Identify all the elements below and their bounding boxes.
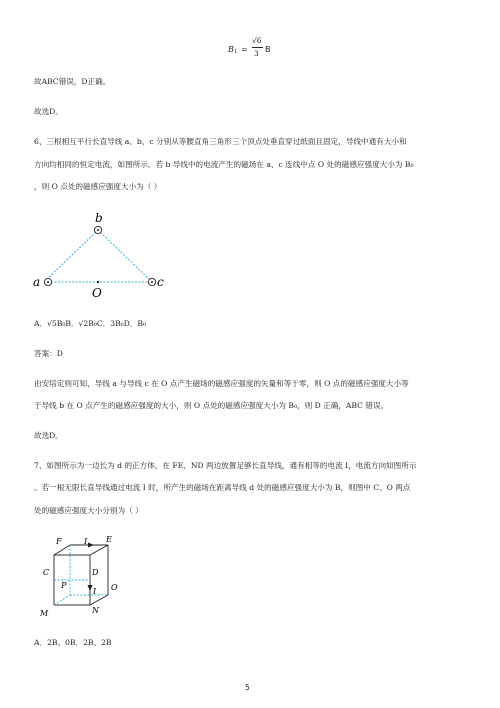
formula-numerator: √6 xyxy=(252,36,262,45)
cube-figure xyxy=(36,533,131,623)
edge-bc xyxy=(98,230,152,282)
label-n: N xyxy=(92,606,99,615)
formula-equals: = xyxy=(241,45,248,54)
label-a: a xyxy=(33,275,41,289)
label-p: P xyxy=(61,581,67,590)
label-m: M xyxy=(40,609,49,618)
label-i-side: I xyxy=(93,587,97,596)
answer-line: 答案：D xyxy=(34,349,63,358)
q6-line-3: ，则 O 点处的磁感应强度大小为（ ） xyxy=(34,182,162,191)
label-d: D xyxy=(92,568,99,577)
q7-line-1: 7、如图所示为一边长为 d 的正方体，在 FE、ND 两边放置足够长直导线，通有相等的电流 I，电流方向如图所示 xyxy=(34,461,417,470)
edge-n-back xyxy=(90,595,108,605)
q6-options: A．√5B₀B．√2B₀C．3B₀D．B₀ xyxy=(34,319,147,328)
page-number: 5 xyxy=(245,683,250,692)
current-arrow-fe-icon xyxy=(88,543,94,548)
edge-de xyxy=(90,545,108,555)
formula-denominator: 3 xyxy=(254,49,259,58)
q6-line-2: 方向均相同的恒定电流，如图所示。若 b 导线中的电流产生的磁场在 a、c 连线中点 O 处的磁感应强度大小为 B₀ xyxy=(34,160,414,169)
hidden-edge-3 xyxy=(54,595,70,605)
wire-a-icon xyxy=(44,278,51,285)
explanation-line-1: 由安培定则可知，导线 a 与导线 c 在 O 点产生磁场的磁感应强度的矢量和等于零，则 O 点的磁感应强度大小等 xyxy=(34,379,409,388)
wire-b-icon xyxy=(94,226,101,233)
formula-lhs: B xyxy=(228,45,234,54)
edge-cf xyxy=(54,545,70,555)
conclusion-line: 故ABC错误，D正确。 xyxy=(34,77,111,86)
label-b: b xyxy=(95,211,103,225)
q7-line-2: 。若一根无限长直导线通过电流 I 时，所产生的磁场在距离导线 d 处的磁感应强度大小为 B，则图中 C、O 两点 xyxy=(34,483,411,492)
label-i-top: I xyxy=(84,537,88,546)
fraction-bar xyxy=(252,47,263,48)
edge-ab xyxy=(44,230,98,282)
choice-line: 故选D。 xyxy=(34,107,63,116)
label-o: O xyxy=(92,286,102,300)
triangle-figure xyxy=(30,205,170,300)
explanation-line-2: 于导线 b 在 O 点产生的磁感应强度的大小，则 O 点处的磁感应强度大小为 B₀，则 D 正确，ABC 错误。 xyxy=(34,401,389,410)
formula-subscript: 1 xyxy=(234,49,238,55)
label-f: F xyxy=(56,537,62,546)
current-arrow-nd-icon xyxy=(88,585,93,591)
formula-unit: B xyxy=(265,45,271,54)
label-c: C xyxy=(43,568,50,577)
midpoint-o xyxy=(97,281,99,283)
label-e: E xyxy=(106,535,112,544)
choice-line-2: 故选D。 xyxy=(34,431,63,440)
wire-c-icon xyxy=(148,278,155,285)
label-c: c xyxy=(157,275,164,289)
q7-line-3: 处的磁感应强度大小分别为（ ） xyxy=(34,506,143,515)
q7-options: A．2B、0B．2B、2B xyxy=(34,638,112,647)
label-o: O xyxy=(111,583,118,592)
q6-line-1: 6、三根相互平行长直导线 a、b、c 分别从等腰直角三角形三个顶点处垂直穿过纸面且固定，导线中通有大小和 xyxy=(34,137,407,146)
